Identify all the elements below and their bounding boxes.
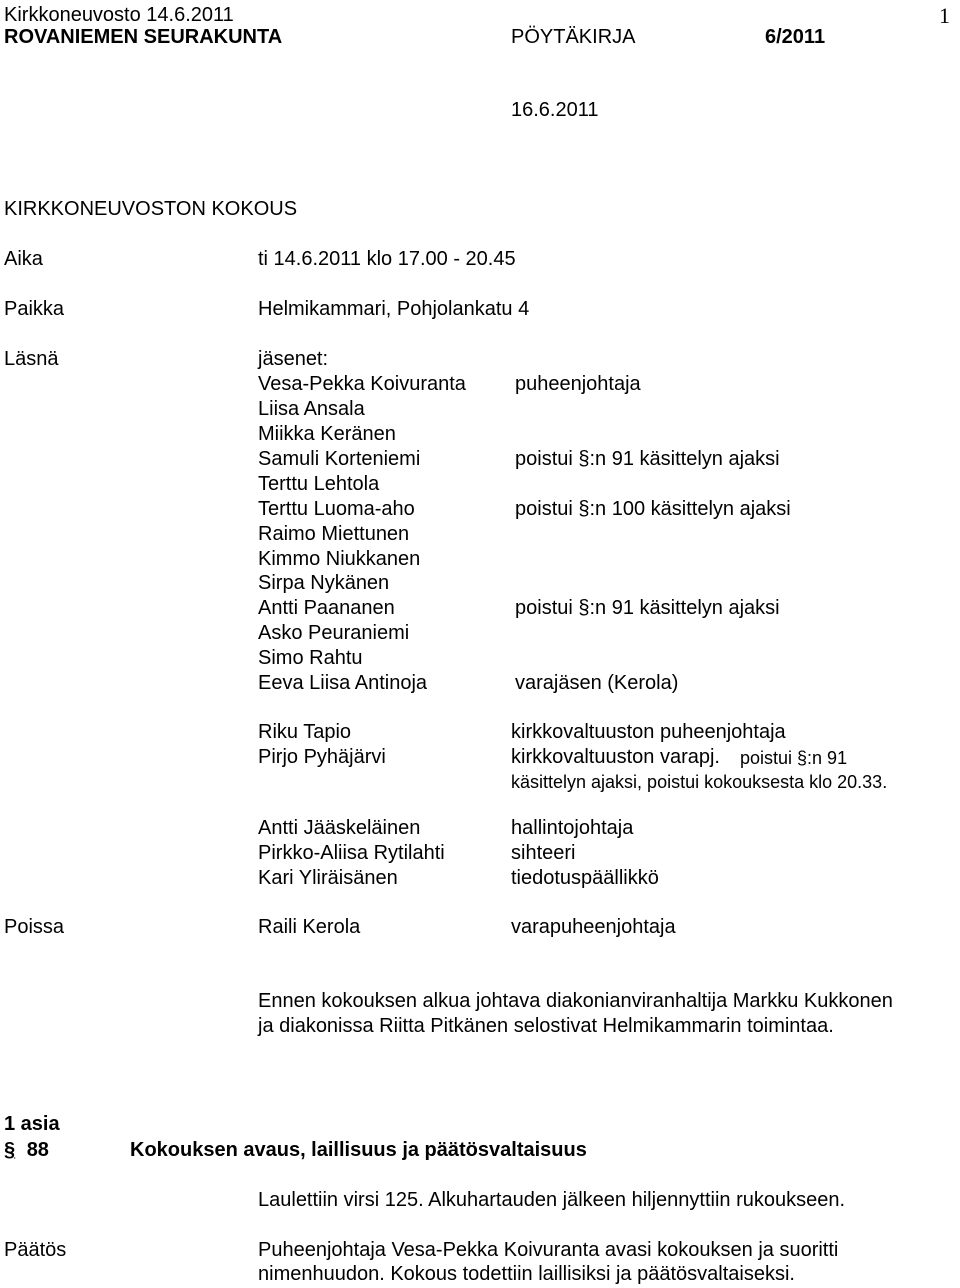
agenda-item-heading: 1 asia xyxy=(4,1113,60,1135)
member-note: poistui §:n 100 käsittelyn ajaksi xyxy=(515,498,791,520)
member-name: Vesa-Pekka Koivuranta xyxy=(258,373,466,395)
member-name: Terttu Luoma-aho xyxy=(258,498,415,520)
intro-line-2: ja diakonissa Riitta Pitkänen selostivat Helmikammarin toimintaa. xyxy=(258,1015,834,1037)
council-name: Riku Tapio xyxy=(258,721,352,743)
decision-label: Päätös xyxy=(4,1239,67,1261)
staff-name: Pirkko-Aliisa Rytilahti xyxy=(258,842,445,864)
member-name: Asko Peuraniemi xyxy=(258,622,410,644)
member-name: Antti Paananen xyxy=(258,597,395,619)
organization-name: ROVANIEMEN SEURAKUNTA xyxy=(4,26,283,48)
section-body: Laulettiin virsi 125. Alkuhartauden jälkeen hiljennyttiin rukoukseen. xyxy=(258,1189,846,1211)
absent-label: Poissa xyxy=(4,916,65,938)
section-title: Kokouksen avaus, laillisuus ja päätösvaltaisuus xyxy=(130,1139,587,1161)
members-heading: jäsenet: xyxy=(258,348,329,370)
place-value: Helmikammari, Pohjolankatu 4 xyxy=(258,298,530,320)
member-note: poistui §:n 91 käsittelyn ajaksi xyxy=(515,597,780,619)
staff-role: tiedotuspäällikkö xyxy=(511,867,659,889)
staff-role: hallintojohtaja xyxy=(511,817,634,839)
staff-role: sihteeri xyxy=(511,842,576,864)
document-date: 16.6.2011 xyxy=(511,99,599,121)
decision-line-1: Puheenjohtaja Vesa-Pekka Koivuranta avasi kokouksen ja suoritti xyxy=(258,1239,839,1261)
council-role: kirkkovaltuuston varapj. xyxy=(511,746,720,768)
member-name: Miikka Keränen xyxy=(258,423,396,445)
absent-role: varapuheenjohtaja xyxy=(511,916,676,938)
section-marker xyxy=(4,1138,49,1163)
staff-name: Antti Jääskeläinen xyxy=(258,817,421,839)
member-name: Kimmo Niukkanen xyxy=(258,548,421,570)
member-name: Raimo Miettunen xyxy=(258,523,410,545)
member-note: puheenjohtaja xyxy=(515,373,641,395)
page-number: 1 xyxy=(939,3,950,28)
meeting-title: KIRKKONEUVOSTON KOKOUS xyxy=(4,198,298,220)
meeting-line: Kirkkoneuvosto 14.6.2011 xyxy=(4,4,234,26)
council-name: Pirjo Pyhäjärvi xyxy=(258,746,386,768)
decision-line-2: nimenhuudon. Kokous todettiin laillisiksi ja päätösvaltaiseksi. xyxy=(258,1263,795,1285)
time-value: ti 14.6.2011 klo 17.00 - 20.45 xyxy=(258,248,516,270)
document-number: 6/2011 xyxy=(765,26,826,48)
section-sign: § xyxy=(4,1139,16,1161)
staff-name: Kari Yliräisänen xyxy=(258,867,398,889)
member-name: Simo Rahtu xyxy=(258,647,363,669)
member-name: Eeva Liisa Antinoja xyxy=(258,672,428,694)
council-role-extra: poistui §:n 91 xyxy=(740,748,848,768)
member-name: Terttu Lehtola xyxy=(258,473,380,495)
present-label: Läsnä xyxy=(4,348,59,370)
council-role-extra-line2: käsittelyn ajaksi, poistui kokouksesta klo 20.33. xyxy=(511,772,888,792)
absent-name: Raili Kerola xyxy=(258,916,361,938)
member-name: Sirpa Nykänen xyxy=(258,572,390,594)
intro-line-1: Ennen kokouksen alkua johtava diakonianviranhaltija Markku Kukkonen xyxy=(258,990,893,1012)
member-note: varajäsen (Kerola) xyxy=(515,672,679,694)
member-name: Samuli Korteniemi xyxy=(258,448,421,470)
member-note: poistui §:n 91 käsittelyn ajaksi xyxy=(515,448,780,470)
member-name: Liisa Ansala xyxy=(258,398,365,420)
section-number: 88 xyxy=(26,1139,49,1161)
council-role: kirkkovaltuuston puheenjohtaja xyxy=(511,721,786,743)
place-label: Paikka xyxy=(4,298,65,320)
time-label: Aika xyxy=(4,248,43,270)
document-type: PÖYTÄKIRJA xyxy=(511,26,636,48)
